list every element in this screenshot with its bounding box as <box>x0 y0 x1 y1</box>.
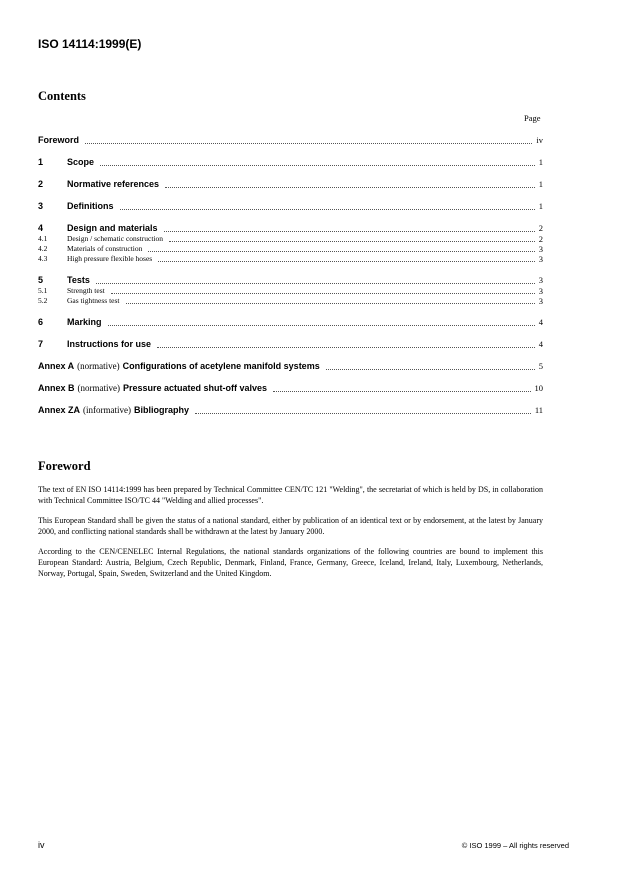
toc-entry-page: 1 <box>538 179 543 189</box>
toc-entry-high-pressure-hoses[interactable] <box>38 254 543 264</box>
leader-dots <box>148 251 534 252</box>
toc-entry-number: 5 <box>38 275 44 285</box>
leader-dots <box>85 143 532 144</box>
toc-entry-design-schematic[interactable] <box>38 234 543 244</box>
annex-label: Annex B <box>38 383 75 393</box>
toc-entry-normative-references[interactable] <box>38 179 543 190</box>
toc-entry-page: 1 <box>538 157 543 167</box>
leader-dots <box>100 165 535 166</box>
toc-entry-annex-za[interactable] <box>38 405 543 416</box>
toc-entry-number: 7 <box>38 339 44 349</box>
toc-entry-page: 3 <box>538 296 543 306</box>
toc-entry-title: Instructions for use <box>67 339 152 349</box>
toc-entry-number: 4.1 <box>38 234 48 243</box>
leader-dots <box>326 369 535 370</box>
toc-entry-scope[interactable] <box>38 157 543 168</box>
footer-page-number: iv <box>38 840 45 850</box>
annex-kind: (normative) <box>77 361 120 371</box>
toc-entry-title: Tests <box>67 275 90 285</box>
toc-entry-number: 6 <box>38 317 44 327</box>
footer-copyright: © ISO 1999 – All rights reserved <box>461 841 569 850</box>
document-id-header: ISO 14114:1999(E) <box>38 37 142 51</box>
toc-entry-page: 10 <box>534 383 543 393</box>
toc-entry-title: Marking <box>67 317 102 327</box>
toc-entry-instructions-for-use[interactable] <box>38 339 543 350</box>
page-column-label: Page <box>524 113 541 123</box>
toc-entry-title: Bibliography <box>134 405 190 415</box>
annex-label: Annex A <box>38 361 75 371</box>
toc-entry-number: 1 <box>38 157 44 167</box>
annex-label: Annex ZA <box>38 405 81 415</box>
foreword-paragraph: According to the CEN/CENELEC Internal Regulations, the national standards organizations of the following countries are bound to implement this European Standard: Austria, Belgium, Czech Republic, Denmark, Finland, France, Germany, Greece, Iceland, Ireland, Italy, Luxembourg, Netherlands, Norway, Portugal, Spain, Sweden, Switzerland and the United Kingdom. <box>38 547 543 578</box>
toc-entry-number: 2 <box>38 179 44 189</box>
toc-entry-title: Definitions <box>67 201 114 211</box>
toc-entry-title: Materials of construction <box>67 244 143 253</box>
toc-entry-number: 4 <box>38 223 44 233</box>
toc-entry-page: 3 <box>538 244 543 254</box>
table-of-contents <box>38 135 543 416</box>
toc-entry-page: 5 <box>538 361 543 371</box>
toc-entry-number: 5.2 <box>38 296 48 305</box>
toc-entry-title: Strength test <box>67 286 105 295</box>
toc-entry-title: Scope <box>67 157 95 167</box>
toc-entry-gas-tightness-test[interactable] <box>38 296 543 306</box>
leader-dots <box>169 241 535 242</box>
toc-entry-annex-b[interactable] <box>38 383 543 394</box>
toc-entry-annex-a[interactable] <box>38 361 543 372</box>
toc-entry-title: Design and materials <box>67 223 158 233</box>
contents-title: Contents <box>38 89 86 103</box>
leader-dots <box>126 303 535 304</box>
toc-entry-page: 3 <box>538 286 543 296</box>
toc-entry-tests[interactable] <box>38 275 543 286</box>
foreword-paragraph: The text of EN ISO 14114:1999 has been prepared by Technical Committee CEN/TC 121 "Welding", the secretariat of which is held by DS, in collaboration with Technical Committee ISO/TC 44 "Welding and allied processes". <box>38 485 543 505</box>
toc-entry-number: 5.1 <box>38 286 48 295</box>
toc-entry-page: 1 <box>538 201 543 211</box>
leader-dots <box>157 347 535 348</box>
toc-entry-page: iv <box>536 135 543 145</box>
toc-entry-definitions[interactable] <box>38 201 543 212</box>
toc-entry-title: Configurations of acetylene manifold systems <box>122 361 320 371</box>
toc-entry-page: 3 <box>538 275 543 285</box>
toc-entry-title: Design / schematic construction <box>67 234 164 243</box>
toc-entry-title: Pressure actuated shut-off valves <box>123 383 268 393</box>
leader-dots <box>164 231 535 232</box>
toc-entry-page: 4 <box>538 317 543 327</box>
leader-dots <box>120 209 535 210</box>
foreword-body <box>38 484 543 588</box>
toc-entry-page: 2 <box>538 234 543 244</box>
toc-entry-marking[interactable] <box>38 317 543 328</box>
annex-kind: (normative) <box>77 383 120 393</box>
toc-entry-title: Normative references <box>67 179 160 189</box>
toc-entry-materials-of-construction[interactable] <box>38 244 543 254</box>
toc-entry-title: High pressure flexible hoses <box>67 254 153 263</box>
toc-entry-foreword[interactable] <box>38 135 543 146</box>
toc-entry-page: 3 <box>538 254 543 264</box>
toc-entry-title: Gas tightness test <box>67 296 120 305</box>
toc-entry-strength-test[interactable] <box>38 286 543 296</box>
toc-entry-page: 2 <box>538 223 543 233</box>
toc-entry-title: Foreword <box>38 135 80 145</box>
foreword-title: Foreword <box>38 459 91 473</box>
leader-dots <box>158 261 535 262</box>
toc-entry-number: 3 <box>38 201 44 211</box>
toc-entry-page: 11 <box>534 405 543 415</box>
toc-entry-design-and-materials[interactable] <box>38 223 543 234</box>
leader-dots <box>273 391 530 392</box>
toc-entry-number: 4.3 <box>38 254 48 263</box>
leader-dots <box>165 187 535 188</box>
leader-dots <box>108 325 535 326</box>
toc-entry-page: 4 <box>538 339 543 349</box>
leader-dots <box>96 283 535 284</box>
leader-dots <box>111 293 535 294</box>
leader-dots <box>195 413 531 414</box>
foreword-paragraph: This European Standard shall be given the status of a national standard, either by publication of an identical text or by endorsement, at the latest by January 2000, and conflicting national standards shall be withdrawn at the latest by January 2000. <box>38 516 543 536</box>
annex-kind: (informative) <box>83 405 131 415</box>
toc-entry-number: 4.2 <box>38 244 48 253</box>
